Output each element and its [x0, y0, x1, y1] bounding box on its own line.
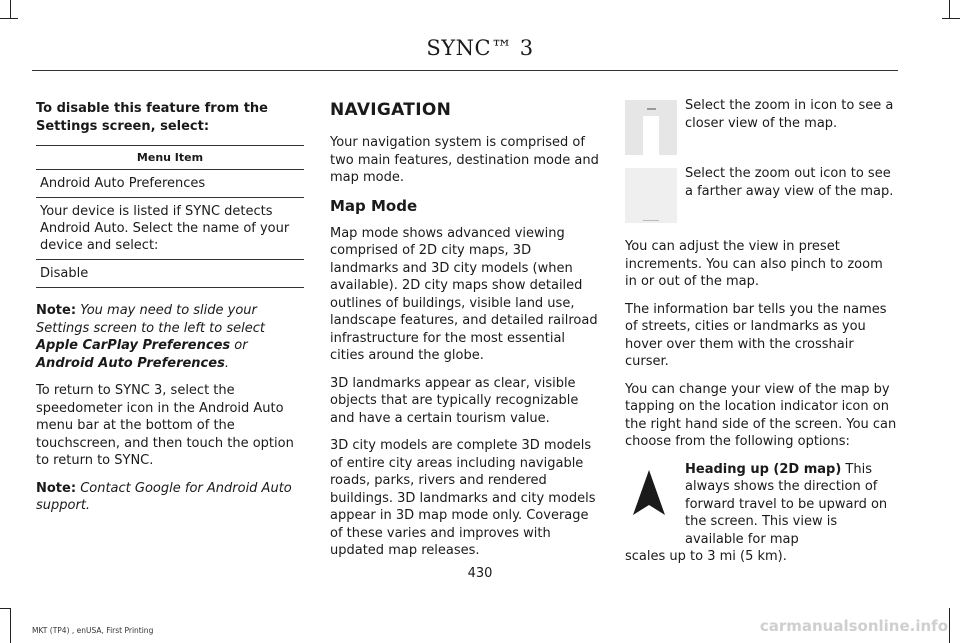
note-google-support: Note: Contact Google for Android Auto support.	[36, 480, 292, 513]
crop-mark	[0, 18, 18, 19]
page-title: SYNC™ 3	[426, 36, 534, 60]
zoom-in-icon	[625, 100, 677, 155]
crop-mark	[10, 0, 11, 18]
table-row: Disable	[36, 260, 304, 288]
map-mode-paragraph: Map mode shows advanced viewing comprised of 2D city maps, 3D landmarks and 3D city models (when available). 2D city maps show detailed outlines of buildings, visible land use, landscape features, and detailed railroad infrastructure for the most essential cities around the globe.	[330, 225, 598, 363]
crop-mark	[10, 608, 11, 643]
navigation-heading: NAVIGATION	[330, 100, 452, 120]
crop-mark	[949, 0, 950, 18]
heading-up-arrow-icon	[625, 467, 677, 519]
heading-up-option	[625, 461, 897, 566]
table-row: Android Auto Preferences	[36, 170, 304, 198]
table-row: Your device is listed if SYNC detects Android Auto. Select the name of your device and select:	[36, 198, 304, 260]
change-view-paragraph: You can change your view of the map by tapping on the location indicator icon on the right hand side of the screen. You can choose from the following options:	[625, 381, 897, 449]
zoom-out-icon	[625, 168, 677, 223]
return-to-sync-paragraph: To return to SYNC 3, select the speedometer icon in the Android Auto menu bar at the bottom of the touchscreen, and then touch the option to return to SYNC.	[36, 383, 294, 468]
column-middle	[330, 100, 600, 570]
navigation-intro: Your navigation system is comprised of two main features, destination mode and map mode.	[330, 135, 599, 185]
city-models-paragraph: 3D city models are complete 3D models of entire city areas including navigable roads, parks, rivers and rendered buildings. 3D landmarks and city models appear in 3D map mode only. Coverage of these varies and improves with updated map releases.	[330, 438, 596, 558]
note-slide-settings: Note: You may need to slide your Settings screen to the left to select Apple CarPlay Preferences or Android Auto Preferences.	[36, 303, 265, 371]
crop-mark	[949, 608, 950, 643]
menu-table	[36, 145, 304, 288]
zoom-in-row	[625, 100, 897, 164]
column-left	[36, 100, 306, 525]
page-number: 430	[467, 566, 493, 581]
heading-up-description-cont: scales up to 3 mi (5 km).	[625, 549, 787, 564]
watermark-logo: carmanualsonline.info	[759, 617, 948, 635]
zoom-out-row	[625, 168, 897, 232]
column-right	[625, 100, 897, 566]
zoom-out-description: Select the zoom out icon to see a farther away view of the map.	[685, 166, 894, 199]
header-divider	[32, 70, 898, 71]
crop-mark	[0, 608, 10, 609]
disable-intro: To disable this feature from the Settings screen, select:	[36, 101, 268, 134]
menu-table-header: Menu Item	[36, 146, 304, 170]
adjust-view-paragraph: You can adjust the view in preset increments. You can also pinch to zoom in or out of the map.	[625, 239, 883, 289]
map-mode-heading: Map Mode	[330, 196, 418, 215]
landmarks-paragraph: 3D landmarks appear as clear, visible objects that are typically recognizable and have a certain tourism value.	[330, 375, 579, 426]
zoom-in-description: Select the zoom in icon to see a closer view of the map.	[685, 98, 894, 131]
heading-up-description: Heading up (2D map) This always shows the direction of forward travel to be upward on the screen. This view is available for map	[685, 461, 888, 547]
information-bar-paragraph: The information bar tells you the names of streets, cities or landmarks as you hover over them with the crosshair curser.	[625, 301, 887, 369]
footer-printing-info: MKT (TP4) , enUSA, First Printing	[32, 626, 154, 635]
crop-mark	[942, 18, 960, 19]
